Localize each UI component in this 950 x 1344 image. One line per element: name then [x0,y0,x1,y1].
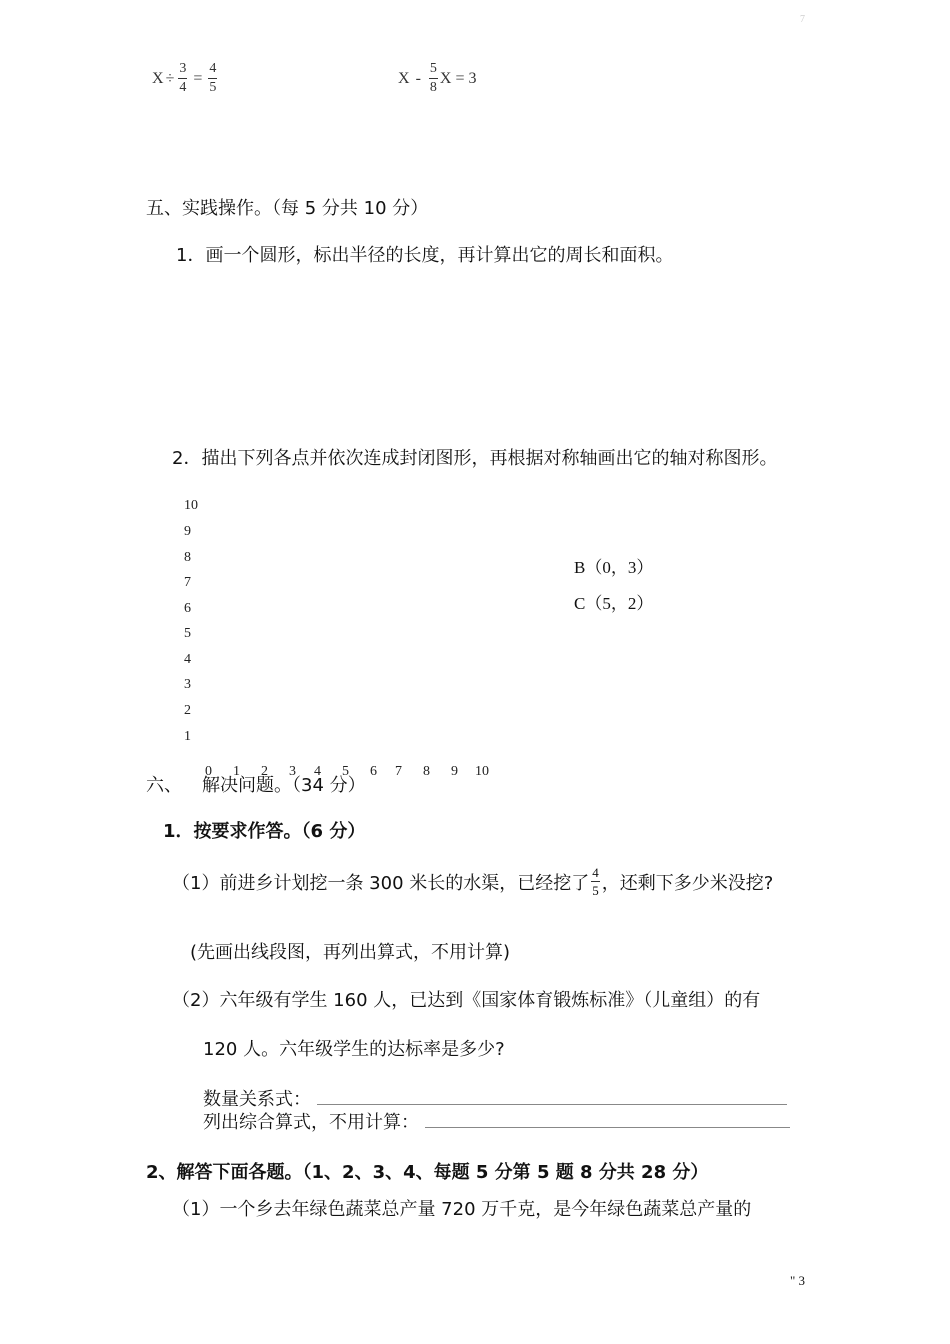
q1-1-fraction [591,866,600,897]
eq1-frac1 [178,62,187,95]
equation-2 [398,62,476,95]
q1-2-line2: 120 人。六年级学生的达标率是多少? [203,1039,505,1060]
x-tick-2: 2 [261,764,268,779]
formula-row [203,1108,790,1134]
section5-q2: 2．描出下列各点并依次连成封闭图形，再根据对称轴画出它的轴对称图形。 [172,448,778,469]
q1-title: 1．按要求作答。（6 分） [163,821,366,842]
y-tick-5: 5 [184,626,191,641]
x-tick-5: 5 [342,764,349,779]
q2-title: 2、解答下面各题。（1、2、3、4、每题 5 分第 5 题 8 分共 28 分） [146,1162,709,1183]
eq1-var: X [152,69,164,87]
formula-label: 列出综合算式，不用计算： [203,1112,419,1133]
q1-1-suffix: ，还剩下多少米没挖? [601,872,774,894]
x-tick-6: 6 [370,764,377,779]
section5-title: 五、实践操作。（每 5 分共 10 分） [146,198,429,219]
eq1-frac1-num: 3 [178,62,187,79]
eq2-op: - [415,69,421,87]
section5-q1: 1．画一个圆形，标出半径的长度，再计算出它的周长和面积。 [176,245,674,266]
y-tick-10: 10 [184,498,198,513]
eq2-var2: X [439,69,452,87]
relation-answer-line[interactable] [317,1090,787,1105]
y-tick-1: 1 [184,729,191,744]
section6-title: 解决问题。（34 分） [202,775,366,796]
equation-1 [152,62,219,95]
x-tick-3: 3 [289,764,296,779]
formula-answer-line[interactable] [425,1113,790,1128]
x-tick-7: 7 [395,764,402,779]
q2-1-text: （1）一个乡去年绿色蔬菜总产量 720 万千克，是今年绿色蔬菜总产量的 [172,1199,752,1220]
x-tick-9: 9 [451,764,458,779]
eq2-rhs: 3 [468,69,477,87]
point-c-label: C（5，2） [574,594,654,613]
y-tick-6: 6 [184,601,191,616]
x-tick-4: 4 [314,764,321,779]
eq1-frac2-den: 5 [209,80,217,95]
q1-1-frac-num: 4 [592,865,599,880]
corner-mark: 7 [800,14,805,25]
relation-label: 数量关系式： [203,1089,311,1110]
eq2-frac [429,62,438,95]
x-tick-8: 8 [423,764,430,779]
eq1-frac2 [208,62,217,95]
page-mark: " 3 [790,1273,806,1288]
x-tick-10: 10 [475,764,489,779]
eq1-op: ÷ [165,69,175,87]
eq2-frac-num: 5 [429,62,438,79]
q1-2-line1: （2）六年级有学生 160 人，已达到《国家体育锻炼标准》（儿童组）的有 [172,990,761,1011]
q1-1-text [172,866,773,897]
eq2-var1: X [398,69,410,87]
q1-1-frac-den: 5 [592,883,599,898]
y-tick-2: 2 [184,703,191,718]
y-tick-9: 9 [184,524,191,539]
eq2-equals: = [455,69,465,87]
x-tick-0: 0 [205,764,212,779]
section6-number: 六、 [146,775,182,796]
q1-1-note: (先画出线段图，再列出算式，不用计算) [190,942,511,963]
eq1-frac2-num: 4 [208,62,217,79]
q1-1-prefix: （1）前进乡计划挖一条 300 米长的水渠，已经挖了 [172,872,590,894]
y-tick-3: 3 [184,677,191,692]
eq1-equals: = [193,69,203,87]
y-tick-4: 4 [184,652,191,667]
point-b-label: B（0，3） [574,558,654,577]
y-tick-7: 7 [184,575,191,590]
y-tick-8: 8 [184,550,191,565]
eq1-frac1-den: 4 [179,80,187,95]
eq2-frac-den: 8 [429,80,437,95]
x-tick-1: 1 [233,764,240,779]
